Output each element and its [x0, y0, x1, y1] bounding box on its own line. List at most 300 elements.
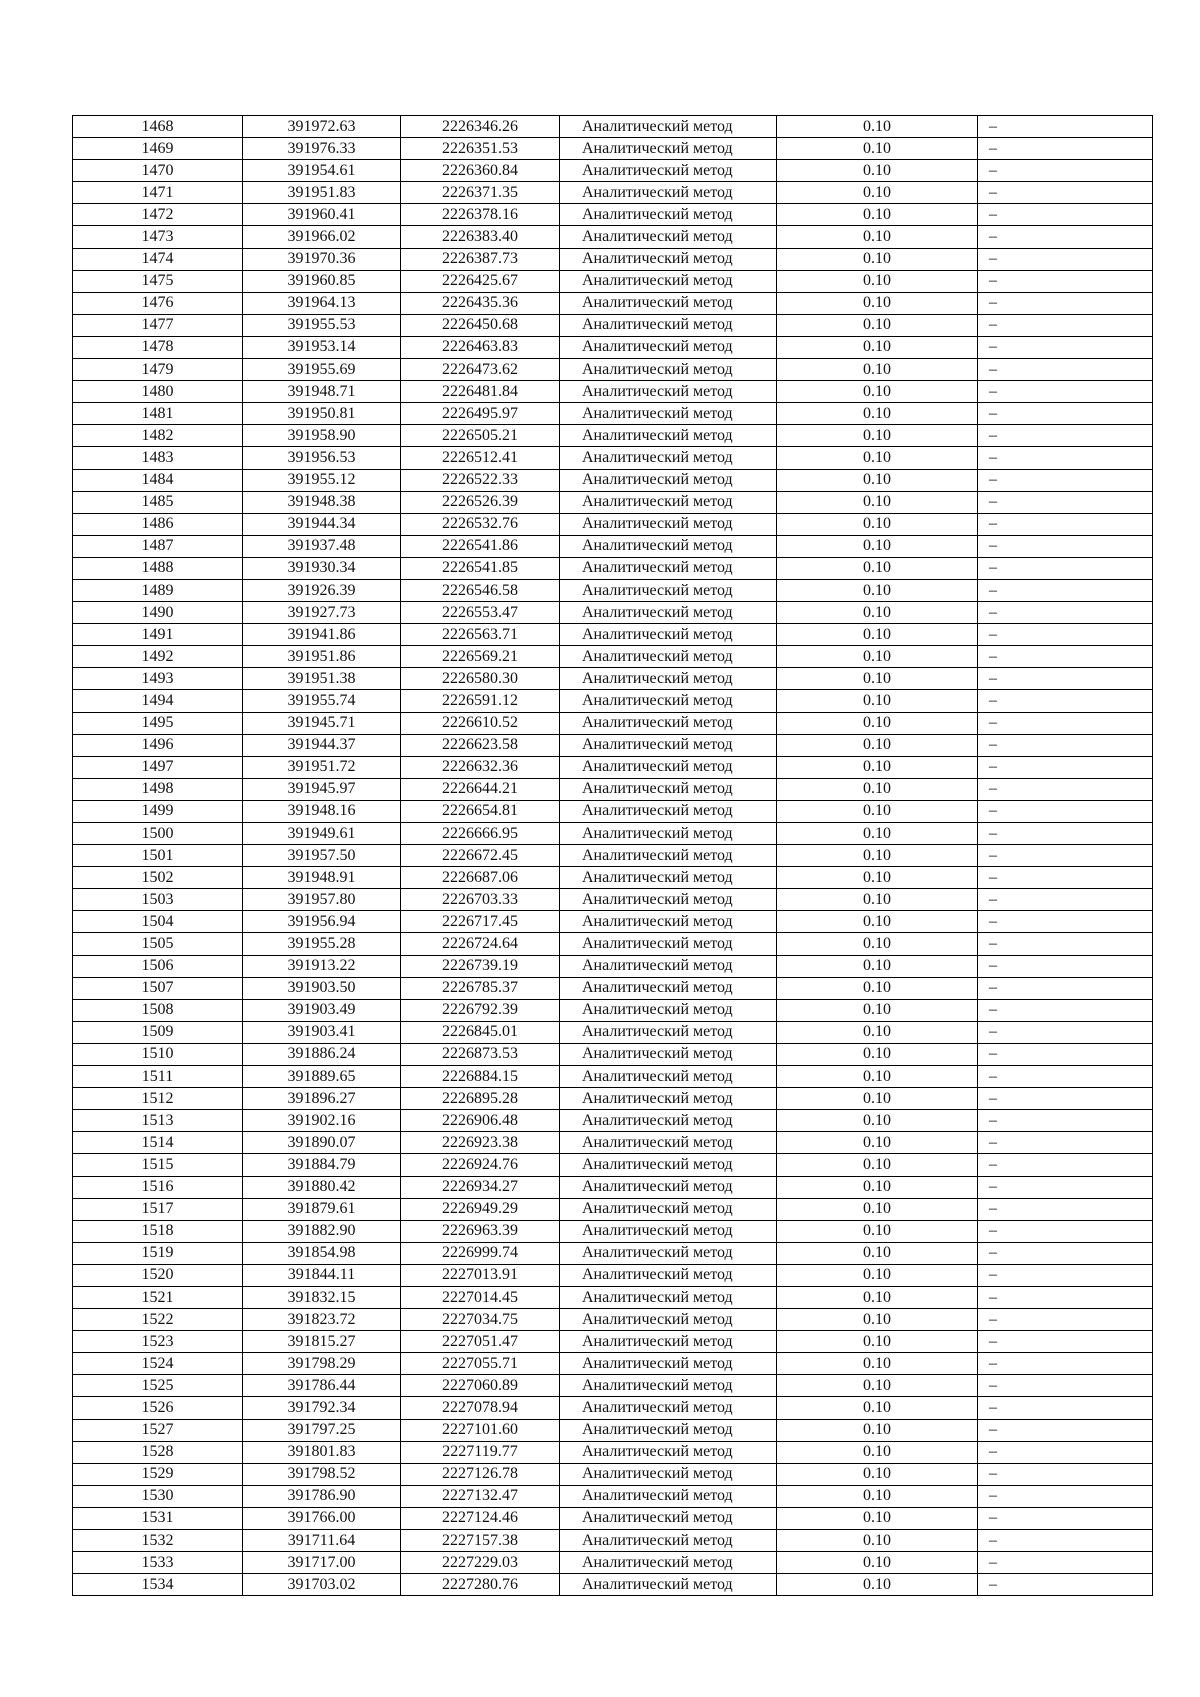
y-coordinate-cell: 2226546.58: [401, 579, 560, 601]
table-row: [73, 1574, 1153, 1596]
accuracy-cell: 0.10: [777, 1309, 978, 1331]
table-row: [73, 513, 1153, 535]
y-coordinate-cell: 2226435.36: [401, 292, 560, 314]
accuracy-cell: 0.10: [777, 160, 978, 182]
y-coordinate-cell: 2227051.47: [401, 1331, 560, 1353]
table-row: [73, 1154, 1153, 1176]
accuracy-cell: 0.10: [777, 1132, 978, 1154]
point-number-cell: 1478: [73, 336, 243, 358]
accuracy-cell: 0.10: [777, 1463, 978, 1485]
x-coordinate-cell: 391801.83: [243, 1441, 401, 1463]
y-coordinate-cell: 2226739.19: [401, 955, 560, 977]
note-cell: –: [978, 1021, 1153, 1043]
note-cell: –: [978, 867, 1153, 889]
method-cell: Аналитический метод: [560, 1441, 777, 1463]
accuracy-cell: 0.10: [777, 977, 978, 999]
accuracy-cell: 0.10: [777, 1066, 978, 1088]
method-cell: Аналитический метод: [560, 1353, 777, 1375]
accuracy-cell: 0.10: [777, 381, 978, 403]
accuracy-cell: 0.10: [777, 955, 978, 977]
y-coordinate-cell: 2226563.71: [401, 624, 560, 646]
y-coordinate-cell: 2227132.47: [401, 1485, 560, 1507]
point-number-cell: 1528: [73, 1441, 243, 1463]
point-number-cell: 1469: [73, 138, 243, 160]
method-cell: Аналитический метод: [560, 800, 777, 822]
method-cell: Аналитический метод: [560, 248, 777, 270]
accuracy-cell: 0.10: [777, 602, 978, 624]
x-coordinate-cell: 391951.86: [243, 646, 401, 668]
point-number-cell: 1525: [73, 1375, 243, 1397]
x-coordinate-cell: 391786.90: [243, 1485, 401, 1507]
point-number-cell: 1475: [73, 270, 243, 292]
method-cell: Аналитический метод: [560, 1176, 777, 1198]
x-coordinate-cell: 391766.00: [243, 1507, 401, 1529]
x-coordinate-cell: 391948.71: [243, 381, 401, 403]
table-row: [73, 823, 1153, 845]
y-coordinate-cell: 2227119.77: [401, 1441, 560, 1463]
note-cell: –: [978, 160, 1153, 182]
note-cell: –: [978, 911, 1153, 933]
point-number-cell: 1509: [73, 1021, 243, 1043]
point-number-cell: 1487: [73, 535, 243, 557]
method-cell: Аналитический метод: [560, 314, 777, 336]
point-number-cell: 1493: [73, 668, 243, 690]
y-coordinate-cell: 2226505.21: [401, 425, 560, 447]
x-coordinate-cell: 391879.61: [243, 1198, 401, 1220]
accuracy-cell: 0.10: [777, 1331, 978, 1353]
point-number-cell: 1495: [73, 712, 243, 734]
x-coordinate-cell: 391798.29: [243, 1353, 401, 1375]
y-coordinate-cell: 2226703.33: [401, 889, 560, 911]
table-row: [73, 1419, 1153, 1441]
note-cell: –: [978, 1242, 1153, 1264]
table-row: [73, 977, 1153, 999]
table-row: [73, 955, 1153, 977]
x-coordinate-cell: 391890.07: [243, 1132, 401, 1154]
method-cell: Аналитический метод: [560, 447, 777, 469]
table-row: [73, 845, 1153, 867]
note-cell: –: [978, 116, 1153, 138]
method-cell: Аналитический метод: [560, 889, 777, 911]
note-cell: –: [978, 889, 1153, 911]
y-coordinate-cell: 2226923.38: [401, 1132, 560, 1154]
note-cell: –: [978, 646, 1153, 668]
y-coordinate-cell: 2227034.75: [401, 1309, 560, 1331]
method-cell: Аналитический метод: [560, 1110, 777, 1132]
point-number-cell: 1491: [73, 624, 243, 646]
y-coordinate-cell: 2226717.45: [401, 911, 560, 933]
accuracy-cell: 0.10: [777, 182, 978, 204]
note-cell: –: [978, 491, 1153, 513]
point-number-cell: 1516: [73, 1176, 243, 1198]
note-cell: –: [978, 1088, 1153, 1110]
y-coordinate-cell: 2226481.84: [401, 381, 560, 403]
note-cell: –: [978, 955, 1153, 977]
method-cell: Аналитический метод: [560, 491, 777, 513]
accuracy-cell: 0.10: [777, 778, 978, 800]
point-number-cell: 1520: [73, 1264, 243, 1286]
y-coordinate-cell: 2226383.40: [401, 226, 560, 248]
accuracy-cell: 0.10: [777, 1043, 978, 1065]
table-row: [73, 867, 1153, 889]
accuracy-cell: 0.10: [777, 756, 978, 778]
method-cell: Аналитический метод: [560, 1419, 777, 1441]
x-coordinate-cell: 391844.11: [243, 1264, 401, 1286]
x-coordinate-cell: 391958.90: [243, 425, 401, 447]
note-cell: –: [978, 469, 1153, 491]
method-cell: Аналитический метод: [560, 1331, 777, 1353]
note-cell: –: [978, 336, 1153, 358]
point-number-cell: 1505: [73, 933, 243, 955]
table-row: [73, 1530, 1153, 1552]
accuracy-cell: 0.10: [777, 1397, 978, 1419]
note-cell: –: [978, 1397, 1153, 1419]
table-row: [73, 756, 1153, 778]
method-cell: Аналитический метод: [560, 535, 777, 557]
x-coordinate-cell: 391823.72: [243, 1309, 401, 1331]
y-coordinate-cell: 2227157.38: [401, 1530, 560, 1552]
table-row: [73, 204, 1153, 226]
method-cell: Аналитический метод: [560, 624, 777, 646]
x-coordinate-cell: 391950.81: [243, 403, 401, 425]
point-number-cell: 1500: [73, 823, 243, 845]
table-row: [73, 1132, 1153, 1154]
x-coordinate-cell: 391960.85: [243, 270, 401, 292]
y-coordinate-cell: 2226934.27: [401, 1176, 560, 1198]
x-coordinate-cell: 391966.02: [243, 226, 401, 248]
accuracy-cell: 0.10: [777, 1286, 978, 1308]
accuracy-cell: 0.10: [777, 336, 978, 358]
x-coordinate-cell: 391896.27: [243, 1088, 401, 1110]
note-cell: –: [978, 1110, 1153, 1132]
note-cell: –: [978, 1043, 1153, 1065]
x-coordinate-cell: 391792.34: [243, 1397, 401, 1419]
y-coordinate-cell: 2226346.26: [401, 116, 560, 138]
x-coordinate-cell: 391955.69: [243, 359, 401, 381]
method-cell: Аналитический метод: [560, 999, 777, 1021]
accuracy-cell: 0.10: [777, 1021, 978, 1043]
x-coordinate-cell: 391955.53: [243, 314, 401, 336]
method-cell: Аналитический метод: [560, 1286, 777, 1308]
accuracy-cell: 0.10: [777, 292, 978, 314]
x-coordinate-cell: 391937.48: [243, 535, 401, 557]
point-number-cell: 1532: [73, 1530, 243, 1552]
method-cell: Аналитический метод: [560, 845, 777, 867]
y-coordinate-cell: 2227126.78: [401, 1463, 560, 1485]
table-row: [73, 646, 1153, 668]
accuracy-cell: 0.10: [777, 1176, 978, 1198]
note-cell: –: [978, 712, 1153, 734]
method-cell: Аналитический метод: [560, 1088, 777, 1110]
method-cell: Аналитический метод: [560, 1552, 777, 1574]
note-cell: –: [978, 535, 1153, 557]
accuracy-cell: 0.10: [777, 646, 978, 668]
y-coordinate-cell: 2226999.74: [401, 1242, 560, 1264]
accuracy-cell: 0.10: [777, 1574, 978, 1596]
x-coordinate-cell: 391880.42: [243, 1176, 401, 1198]
table-row: [73, 1198, 1153, 1220]
y-coordinate-cell: 2226884.15: [401, 1066, 560, 1088]
note-cell: –: [978, 1419, 1153, 1441]
point-number-cell: 1515: [73, 1154, 243, 1176]
method-cell: Аналитический метод: [560, 425, 777, 447]
y-coordinate-cell: 2226541.86: [401, 535, 560, 557]
y-coordinate-cell: 2226906.48: [401, 1110, 560, 1132]
y-coordinate-cell: 2226623.58: [401, 734, 560, 756]
method-cell: Аналитический метод: [560, 1198, 777, 1220]
method-cell: Аналитический метод: [560, 1375, 777, 1397]
y-coordinate-cell: 2227280.76: [401, 1574, 560, 1596]
note-cell: –: [978, 1552, 1153, 1574]
x-coordinate-cell: 391948.38: [243, 491, 401, 513]
note-cell: –: [978, 1463, 1153, 1485]
note-cell: –: [978, 557, 1153, 579]
y-coordinate-cell: 2226522.33: [401, 469, 560, 491]
point-number-cell: 1504: [73, 911, 243, 933]
x-coordinate-cell: 391957.50: [243, 845, 401, 867]
y-coordinate-cell: 2226644.21: [401, 778, 560, 800]
accuracy-cell: 0.10: [777, 1419, 978, 1441]
note-cell: –: [978, 823, 1153, 845]
table-row: [73, 381, 1153, 403]
accuracy-cell: 0.10: [777, 226, 978, 248]
point-number-cell: 1512: [73, 1088, 243, 1110]
table-row: [73, 1441, 1153, 1463]
y-coordinate-cell: 2226672.45: [401, 845, 560, 867]
table-row: [73, 1264, 1153, 1286]
table-row: [73, 1088, 1153, 1110]
x-coordinate-cell: 391960.41: [243, 204, 401, 226]
x-coordinate-cell: 391951.83: [243, 182, 401, 204]
y-coordinate-cell: 2227060.89: [401, 1375, 560, 1397]
y-coordinate-cell: 2226378.16: [401, 204, 560, 226]
accuracy-cell: 0.10: [777, 889, 978, 911]
y-coordinate-cell: 2226450.68: [401, 314, 560, 336]
x-coordinate-cell: 391944.34: [243, 513, 401, 535]
y-coordinate-cell: 2226569.21: [401, 646, 560, 668]
x-coordinate-cell: 391955.12: [243, 469, 401, 491]
table-row: [73, 270, 1153, 292]
point-number-cell: 1468: [73, 116, 243, 138]
note-cell: –: [978, 800, 1153, 822]
y-coordinate-cell: 2226526.39: [401, 491, 560, 513]
x-coordinate-cell: 391884.79: [243, 1154, 401, 1176]
table-row: [73, 1331, 1153, 1353]
y-coordinate-cell: 2226873.53: [401, 1043, 560, 1065]
point-number-cell: 1492: [73, 646, 243, 668]
accuracy-cell: 0.10: [777, 734, 978, 756]
y-coordinate-cell: 2226924.76: [401, 1154, 560, 1176]
accuracy-cell: 0.10: [777, 999, 978, 1021]
point-number-cell: 1522: [73, 1309, 243, 1331]
table-row: [73, 668, 1153, 690]
y-coordinate-cell: 2226425.67: [401, 270, 560, 292]
point-number-cell: 1524: [73, 1353, 243, 1375]
method-cell: Аналитический метод: [560, 116, 777, 138]
accuracy-cell: 0.10: [777, 469, 978, 491]
point-number-cell: 1503: [73, 889, 243, 911]
y-coordinate-cell: 2226610.52: [401, 712, 560, 734]
accuracy-cell: 0.10: [777, 1220, 978, 1242]
point-number-cell: 1490: [73, 602, 243, 624]
accuracy-cell: 0.10: [777, 1088, 978, 1110]
x-coordinate-cell: 391955.74: [243, 690, 401, 712]
accuracy-cell: 0.10: [777, 1507, 978, 1529]
point-number-cell: 1518: [73, 1220, 243, 1242]
accuracy-cell: 0.10: [777, 1530, 978, 1552]
method-cell: Аналитический метод: [560, 823, 777, 845]
point-number-cell: 1485: [73, 491, 243, 513]
method-cell: Аналитический метод: [560, 668, 777, 690]
x-coordinate-cell: 391797.25: [243, 1419, 401, 1441]
method-cell: Аналитический метод: [560, 1132, 777, 1154]
x-coordinate-cell: 391913.22: [243, 955, 401, 977]
x-coordinate-cell: 391832.15: [243, 1286, 401, 1308]
accuracy-cell: 0.10: [777, 138, 978, 160]
x-coordinate-cell: 391951.72: [243, 756, 401, 778]
table-row: [73, 712, 1153, 734]
accuracy-cell: 0.10: [777, 1375, 978, 1397]
note-cell: –: [978, 1530, 1153, 1552]
method-cell: Аналитический метод: [560, 138, 777, 160]
note-cell: –: [978, 756, 1153, 778]
note-cell: –: [978, 1507, 1153, 1529]
table-body: [73, 116, 1153, 1596]
point-number-cell: 1476: [73, 292, 243, 314]
method-cell: Аналитический метод: [560, 690, 777, 712]
y-coordinate-cell: 2227014.45: [401, 1286, 560, 1308]
x-coordinate-cell: 391798.52: [243, 1463, 401, 1485]
point-number-cell: 1510: [73, 1043, 243, 1065]
table-row: [73, 138, 1153, 160]
y-coordinate-cell: 2226351.53: [401, 138, 560, 160]
point-number-cell: 1506: [73, 955, 243, 977]
point-number-cell: 1482: [73, 425, 243, 447]
point-number-cell: 1486: [73, 513, 243, 535]
table-row: [73, 403, 1153, 425]
method-cell: Аналитический метод: [560, 933, 777, 955]
point-number-cell: 1530: [73, 1485, 243, 1507]
table-row: [73, 1397, 1153, 1419]
x-coordinate-cell: 391944.37: [243, 734, 401, 756]
accuracy-cell: 0.10: [777, 823, 978, 845]
note-cell: –: [978, 381, 1153, 403]
note-cell: –: [978, 1485, 1153, 1507]
y-coordinate-cell: 2226512.41: [401, 447, 560, 469]
table-row: [73, 1220, 1153, 1242]
x-coordinate-cell: 391854.98: [243, 1242, 401, 1264]
accuracy-cell: 0.10: [777, 491, 978, 513]
note-cell: –: [978, 1176, 1153, 1198]
table-row: [73, 1286, 1153, 1308]
table-row: [73, 425, 1153, 447]
note-cell: –: [978, 182, 1153, 204]
method-cell: Аналитический метод: [560, 1397, 777, 1419]
table-row: [73, 535, 1153, 557]
table-row: [73, 579, 1153, 601]
y-coordinate-cell: 2226792.39: [401, 999, 560, 1021]
point-number-cell: 1507: [73, 977, 243, 999]
table-row: [73, 778, 1153, 800]
note-cell: –: [978, 1375, 1153, 1397]
accuracy-cell: 0.10: [777, 513, 978, 535]
note-cell: –: [978, 1220, 1153, 1242]
note-cell: –: [978, 999, 1153, 1021]
method-cell: Аналитический метод: [560, 403, 777, 425]
point-number-cell: 1497: [73, 756, 243, 778]
table-row: [73, 734, 1153, 756]
point-number-cell: 1523: [73, 1331, 243, 1353]
note-cell: –: [978, 977, 1153, 999]
accuracy-cell: 0.10: [777, 204, 978, 226]
y-coordinate-cell: 2226949.29: [401, 1198, 560, 1220]
point-number-cell: 1521: [73, 1286, 243, 1308]
x-coordinate-cell: 391926.39: [243, 579, 401, 601]
table-row: [73, 469, 1153, 491]
point-number-cell: 1484: [73, 469, 243, 491]
coordinates-table: [72, 115, 1153, 1596]
method-cell: Аналитический метод: [560, 579, 777, 601]
method-cell: Аналитический метод: [560, 1264, 777, 1286]
point-number-cell: 1474: [73, 248, 243, 270]
table-row: [73, 1463, 1153, 1485]
method-cell: Аналитический метод: [560, 955, 777, 977]
point-number-cell: 1517: [73, 1198, 243, 1220]
table-row: [73, 248, 1153, 270]
method-cell: Аналитический метод: [560, 756, 777, 778]
accuracy-cell: 0.10: [777, 1154, 978, 1176]
table-row: [73, 1353, 1153, 1375]
accuracy-cell: 0.10: [777, 1441, 978, 1463]
y-coordinate-cell: 2226654.81: [401, 800, 560, 822]
note-cell: –: [978, 778, 1153, 800]
y-coordinate-cell: 2226687.06: [401, 867, 560, 889]
method-cell: Аналитический метод: [560, 270, 777, 292]
accuracy-cell: 0.10: [777, 1110, 978, 1132]
point-number-cell: 1473: [73, 226, 243, 248]
table-row: [73, 1485, 1153, 1507]
note-cell: –: [978, 845, 1153, 867]
point-number-cell: 1514: [73, 1132, 243, 1154]
x-coordinate-cell: 391954.61: [243, 160, 401, 182]
x-coordinate-cell: 391949.61: [243, 823, 401, 845]
table-row: [73, 800, 1153, 822]
accuracy-cell: 0.10: [777, 712, 978, 734]
accuracy-cell: 0.10: [777, 535, 978, 557]
y-coordinate-cell: 2226532.76: [401, 513, 560, 535]
note-cell: –: [978, 1331, 1153, 1353]
method-cell: Аналитический метод: [560, 712, 777, 734]
method-cell: Аналитический метод: [560, 1043, 777, 1065]
note-cell: –: [978, 1309, 1153, 1331]
accuracy-cell: 0.10: [777, 1552, 978, 1574]
y-coordinate-cell: 2226666.95: [401, 823, 560, 845]
y-coordinate-cell: 2226580.30: [401, 668, 560, 690]
table-row: [73, 1066, 1153, 1088]
point-number-cell: 1496: [73, 734, 243, 756]
note-cell: –: [978, 425, 1153, 447]
y-coordinate-cell: 2226724.64: [401, 933, 560, 955]
accuracy-cell: 0.10: [777, 270, 978, 292]
x-coordinate-cell: 391976.33: [243, 138, 401, 160]
accuracy-cell: 0.10: [777, 1198, 978, 1220]
method-cell: Аналитический метод: [560, 1530, 777, 1552]
note-cell: –: [978, 624, 1153, 646]
point-number-cell: 1494: [73, 690, 243, 712]
x-coordinate-cell: 391957.80: [243, 889, 401, 911]
point-number-cell: 1472: [73, 204, 243, 226]
note-cell: –: [978, 734, 1153, 756]
